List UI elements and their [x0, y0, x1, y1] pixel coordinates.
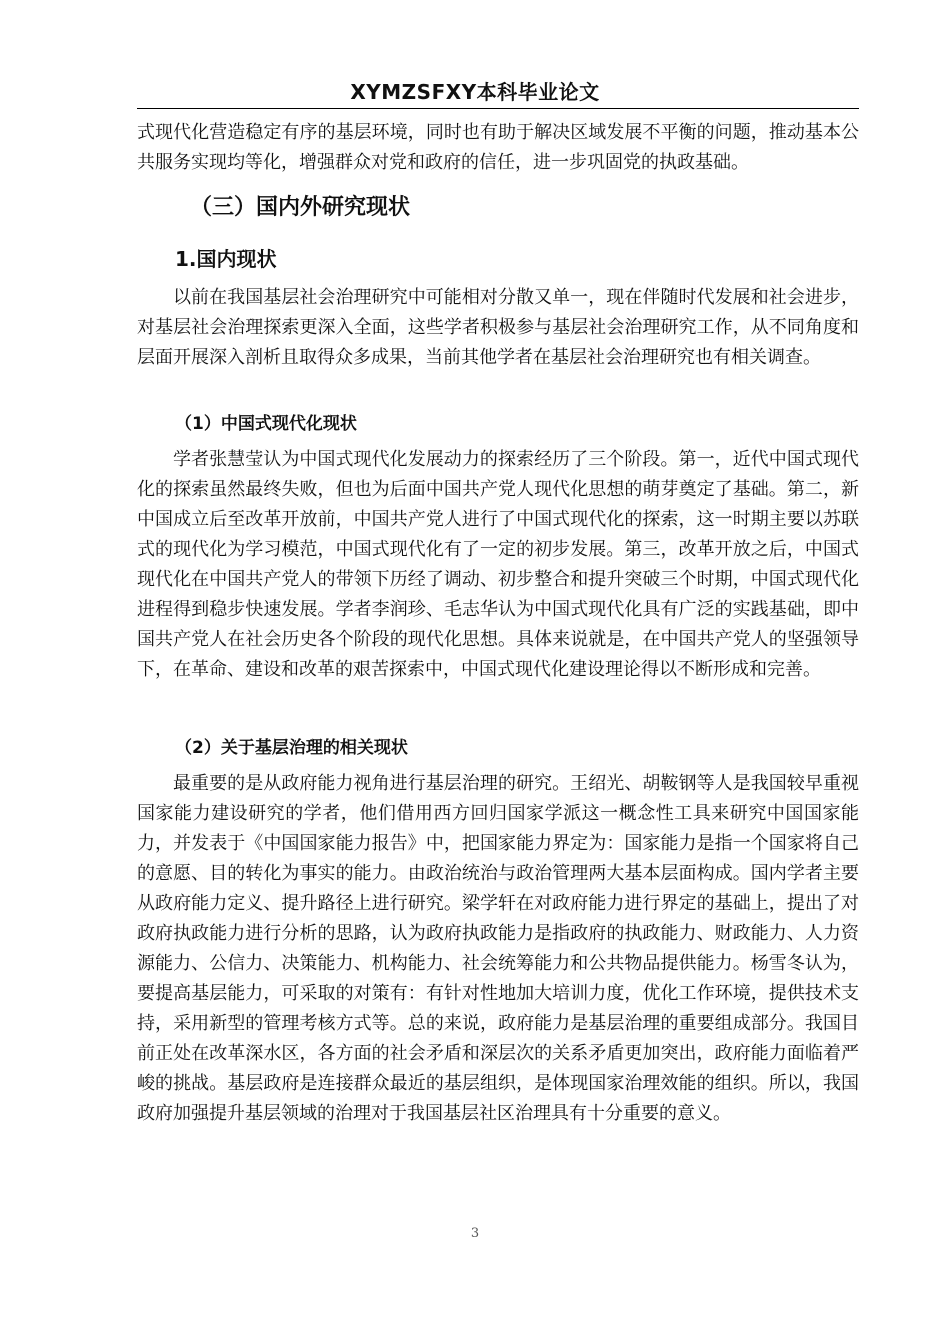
- page-number: 3: [470, 1226, 480, 1241]
- header-rule: [137, 108, 859, 109]
- subsection-paragraph: 以前在我国基层社会治理研究中可能相对分散又单一，现在伴随时代发展和社会进步，对基层社会治理探索更深入全面，这些学者积极参与基层社会治理研究工作，从不同角度和层面开展深入剖析且取得众多成果，当前其他学者在基层社会治理研究也有相关调查。: [137, 287, 859, 368]
- page-header-title: XYMZSFXY本科毕业论文: [350, 80, 600, 104]
- intro-paragraph: 式现代化营造稳定有序的基层环境，同时也有助于解决区域发展不平衡的问题，推动基本公共服务实现均等化，增强群众对党和政府的信任，进一步巩固党的执政基础。: [137, 122, 859, 173]
- item-heading-2: （2）关于基层治理的相关现状: [175, 738, 408, 758]
- subsection-heading: 1.国内现状: [175, 247, 277, 271]
- item-paragraph-2: 最重要的是从政府能力视角进行基层治理的研究。王绍光、胡鞍钢等人是我国较早重视国家能力建设研究的学者，他们借用西方回归国家学派这一概念性工具来研究中国国家能力，并发表于《中国国家能力报告》中，把国家能力界定为：国家能力是指一个国家将自己的意愿、目的转化为事实的能力。由政治统治与政治管理两大基本层面构成。国内学者主要从政府能力定义、提升路径上进行研究。梁学轩在对政府能力进行界定的基础上，提出了对政府执政能力进行分析的思路，认为政府执政能力是指政府的执政能力、财政能力、人力资源能力、公信力、决策能力、机构能力、社会统筹能力和公共物品提供能力。杨雪冬认为，要提高基层能力，可采取的对策有：有针对性地加大培训力度，优化工作环境，提供技术支持，采用新型的管理考核方式等。总的来说，政府能力是基层治理的重要组成部分。我国目前正处在改革深水区，各方面的社会矛盾和深层次的关系矛盾更加突出，政府能力面临着严峻的挑战。基层政府是连接群众最近的基层组织，是体现国家治理效能的组织。所以，我国政府加强提升基层领域的治理对于我国基层社区治理具有十分重要的意义。: [137, 773, 859, 1124]
- item-heading-1: （1）中国式现代化现状: [175, 414, 357, 434]
- section-heading: （三）国内外研究现状: [190, 195, 411, 220]
- item-paragraph-1: 学者张慧莹认为中国式现代化发展动力的探索经历了三个阶段。第一，近代中国式现代化的探索虽然最终失败，但也为后面中国共产党人现代化思想的萌芽奠定了基础。第二，新中国成立后至改革开放前，中国共产党人进行了中国式现代化的探索，这一时期主要以苏联式的现代化为学习模范，中国式现代化有了一定的初步发展。第三，改革开放之后，中国式现代化在中国共产党人的带领下历经了调动、初步整合和提升突破三个时期，中国式现代化进程得到稳步快速发展。学者李润珍、毛志华认为中国式现代化具有广泛的实践基础，即中国共产党人在社会历史各个阶段的现代化思想。具体来说就是，在中国共产党人的坚强领导下，在革命、建设和改革的艰苦探索中，中国式现代化建设理论得以不断形成和完善。: [137, 449, 859, 680]
